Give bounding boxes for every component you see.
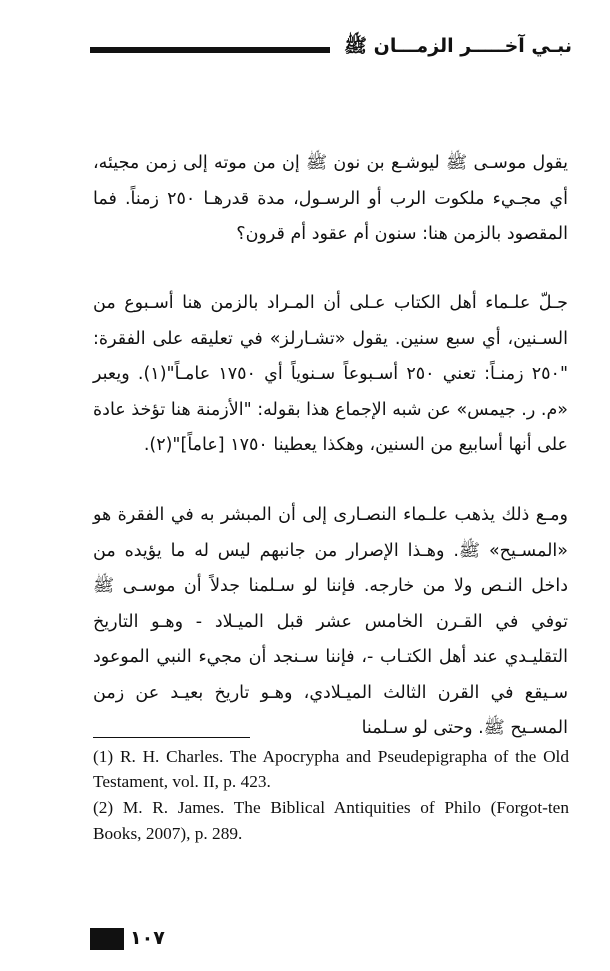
header-rule: [90, 47, 330, 53]
body-paragraph-1: [93, 146, 568, 253]
footnote-2: (2) M. R. James. The Biblical Antiquities of Philo (Forgot-ten Books, 2007), p. 289.: [93, 798, 569, 843]
footnote-1: (1) R. H. Charles. The Apocrypha and Pseudepigrapha of the Old Testament, vol. II, p. 423.: [93, 747, 569, 792]
footnote-separator: [93, 737, 250, 738]
footnotes: [93, 744, 569, 847]
page-footer: [90, 928, 210, 952]
running-header-title: نبـي آخـــــر الزمـــان ﷺ: [344, 35, 572, 57]
page-marker-block: [90, 928, 124, 950]
page-number: ١٠٧: [130, 927, 165, 949]
running-header: [90, 30, 572, 70]
body-paragraph-3: [93, 498, 568, 747]
paragraph-text: ومـع ذلك يذهب علـماء النصـارى إلى أن المبشر به في الفقرة هو «المسـيح» ﷺ. وهـذا الإصرار من جانبهم ليس له ما يؤيده من داخل النـص ولا من خارجه. فإننا لو سـلمنا جدلاً أن موسـى ﷺ توفي في القـرن الخامس عشر قبل الميـلاد - وهـو التاريخ التقليـدي عند أهل الكتـاب -، فإننا سـنجد أن مجيء النبي الموعود سـيقع في القرن الثالث الميـلادي، وهـو تاريخ بعيـد عن زمن المسـيح ﷺ. وحتى لو سـلمنا: [93, 505, 568, 738]
body-paragraph-2: [93, 286, 568, 464]
paragraph-text: يقول موسـى ﷺ ليوشـع بن نون ﷺ إن من موته إلى زمن مجيئه، أي مجـيء ملكوت الرب أو الرسـول، مدة قدرهـا ٢٥٠ زمناً. فما المقصود بالزمن هنا: سنون أم عقود أم قرون؟: [93, 153, 568, 244]
paragraph-text: جـلّ علـماء أهل الكتاب عـلى أن المـراد بالزمن هنا أسـبوع من السـنين، أي سبع سنين. يقول «تشـارلز» في تعليقه على الفقرة: "٢٥٠ زمنـاً: تعني ٢٥٠ أسـبوعاً سـنوياً أي ١٧٥٠ عامـاً"(١). ويعبر «م. ر. جيمس» عن شبه الإجماع هذا بقوله: "الأزمنة هنا تؤخذ عادة على أنها أسابيع من السنين، وهكذا يعطينا ١٧٥٠ [عاماً]"(٢).: [93, 293, 568, 455]
